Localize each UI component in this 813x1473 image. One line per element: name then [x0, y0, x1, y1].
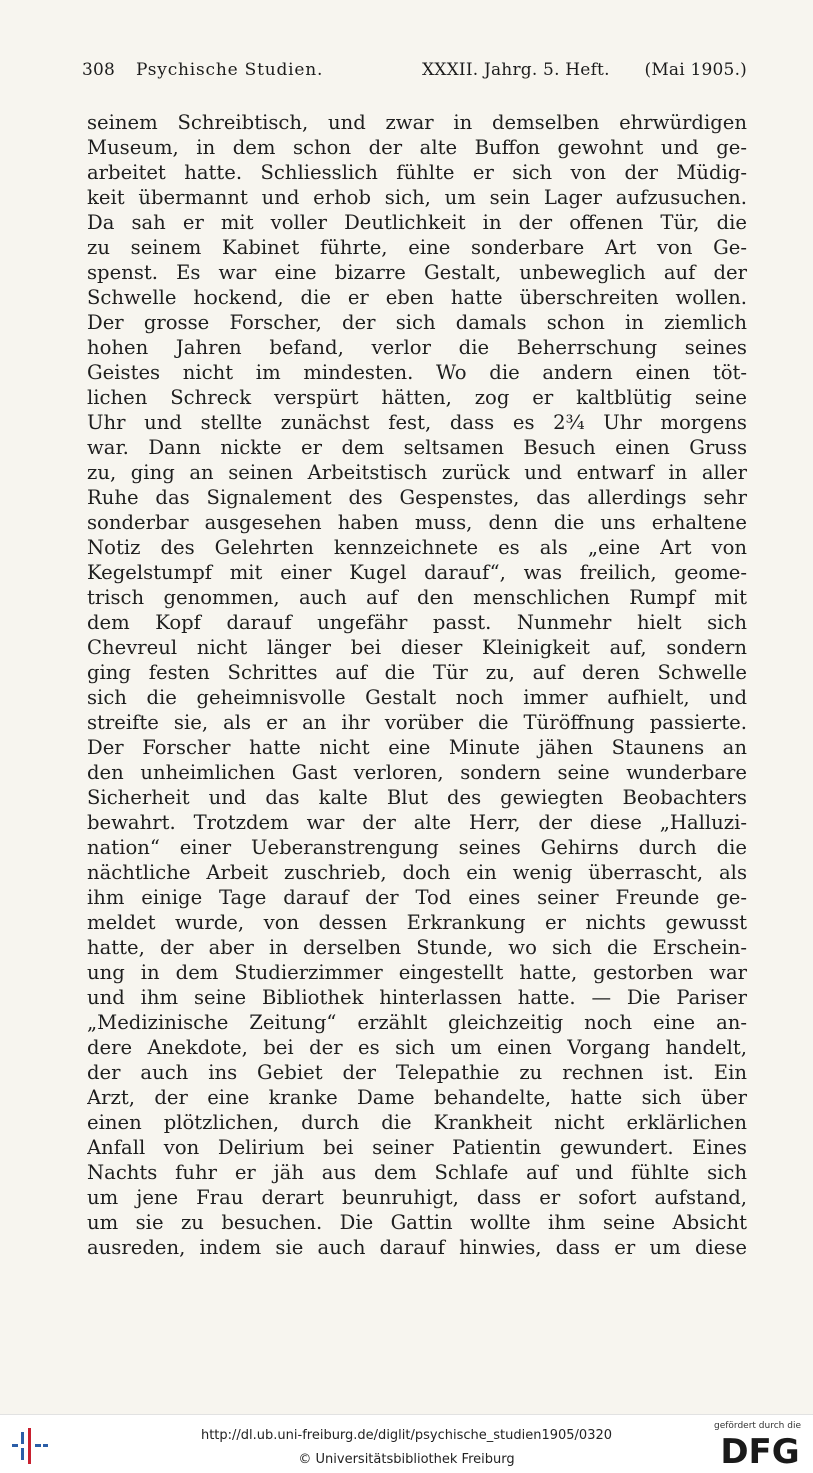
copyright-notice: © Universitätsbibliothek Freiburg	[298, 1452, 515, 1467]
text-line: trisch genommen, auch auf den menschlichen Rumpf mit	[87, 586, 747, 609]
text-line: hatte, der aber in derselben Stunde, wo sich die Erschein-	[87, 936, 747, 959]
text-line: ung in dem Studierzimmer eingestellt hatte, gestorben war	[87, 961, 747, 984]
text-line: Museum, in dem schon der alte Buffon gewohnt und ge-	[87, 136, 747, 159]
text-line: einen plötzlichen, durch die Krankheit nicht erklärlichen	[87, 1111, 747, 1134]
document-url[interactable]: http://dl.ub.uni-freiburg.de/diglit/psychische_studien1905/0320	[200, 1428, 613, 1443]
page-number: 308	[82, 60, 116, 80]
text-line: spenst. Es war eine bizarre Gestalt, unbeweglich auf der	[87, 261, 747, 284]
text-line: Uhr und stellte zunächst fest, dass es 2¾ Uhr morgens	[87, 411, 747, 434]
text-line: nation“ einer Ueberanstrengung seines Gehirns durch die	[87, 836, 747, 859]
text-line: ausreden, indem sie auch darauf hinwies, dass er um diese	[87, 1236, 747, 1259]
text-line: Der grosse Forscher, der sich damals schon in ziemlich	[87, 311, 747, 334]
text-line: Kegelstumpf mit einer Kugel darauf“, was freilich, geome-	[87, 561, 747, 584]
text-line: Sicherheit und das kalte Blut des gewiegten Beobachters	[87, 786, 747, 809]
text-line: bewahrt. Trotzdem war der alte Herr, der diese „Halluzi-	[87, 811, 747, 834]
text-line: Ruhe das Signalement des Gespenstes, das allerdings sehr	[87, 486, 747, 509]
svg-text:DFG: DFG	[720, 1433, 800, 1467]
text-line: lichen Schreck verspürt hätten, zog er kaltblütig seine	[87, 386, 747, 409]
running-header	[82, 60, 747, 90]
text-line: war. Dann nickte er dem seltsamen Besuch einen Gruss	[87, 436, 747, 459]
text-line: Schwelle hockend, die er eben hatte überschreiten wollen.	[87, 286, 747, 309]
dfg-caption: gefördert durch die	[714, 1421, 801, 1431]
text-line: streifte sie, als er an ihr vorüber die Türöffnung passierte.	[87, 711, 747, 734]
text-line: meldet wurde, von dessen Erkrankung er nichts gewusst	[87, 911, 747, 934]
text-line: Anfall von Delirium bei seiner Patientin gewundert. Eines	[87, 1136, 747, 1159]
text-line: „Medizinische Zeitung“ erzählt gleichzeitig noch eine an-	[87, 1011, 747, 1034]
text-line: und ihm seine Bibliothek hinterlassen hatte. — Die Pariser	[87, 986, 747, 1009]
text-line: Nachts fuhr er jäh aus dem Schlafe auf und fühlte sich	[87, 1161, 747, 1184]
text-line: nächtliche Arbeit zuschrieb, doch ein wenig überrascht, als	[87, 861, 747, 884]
text-line: arbeitet hatte. Schliesslich fühlte er sich von der Müdig-	[87, 161, 747, 184]
text-line: seinem Schreibtisch, und zwar in demselben ehrwürdigen	[87, 111, 747, 134]
text-line: ging festen Schrittes auf die Tür zu, auf deren Schwelle	[87, 661, 747, 684]
text-line: um jene Frau derart beunruhigt, dass er sofort aufstand,	[87, 1186, 747, 1209]
text-line: hohen Jahren befand, verlor die Beherrschung seines	[87, 336, 747, 359]
text-line: sich die geheimnisvolle Gestalt noch immer aufhielt, und	[87, 686, 747, 709]
text-line: Da sah er mit voller Deutlichkeit in der offenen Tür, die	[87, 211, 747, 234]
text-line: dem Kopf darauf ungefähr passt. Nunmehr hielt sich	[87, 611, 747, 634]
journal-title: Psychische Studien.	[136, 60, 324, 80]
text-line: den unheimlichen Gast verloren, sondern seine wunderbare	[87, 761, 747, 784]
text-line: Arzt, der eine kranke Dame behandelte, hatte sich über	[87, 1086, 747, 1109]
body-text	[87, 110, 747, 1260]
issue-info: XXXII. Jahrg. 5. Heft.	[422, 60, 610, 80]
text-line: zu, ging an seinen Arbeitstisch zurück und entwarf in aller	[87, 461, 747, 484]
viewer-footer	[0, 1414, 813, 1473]
text-line: zu seinem Kabinet führte, eine sonderbare Art von Ge-	[87, 236, 747, 259]
text-line: Der Forscher hatte nicht eine Minute jähen Staunens an	[87, 736, 747, 759]
text-line: dere Anekdote, bei der es sich um einen Vorgang handelt,	[87, 1036, 747, 1059]
text-line: um sie zu besuchen. Die Gattin wollte ihm seine Absicht	[87, 1211, 747, 1234]
dfg-logo-icon	[717, 1433, 803, 1467]
text-line: sonderbar ausgesehen haben muss, denn die uns erhaltene	[87, 511, 747, 534]
text-line: Geistes nicht im mindesten. Wo die andern einen töt-	[87, 361, 747, 384]
text-line: Chevreul nicht länger bei dieser Kleinigkeit auf, sondern	[87, 636, 747, 659]
text-line: ihm einige Tage darauf der Tod eines seiner Freunde ge-	[87, 886, 747, 909]
issue-date: (Mai 1905.)	[644, 60, 747, 80]
text-line: der auch ins Gebiet der Telepathie zu rechnen ist. Ein	[87, 1061, 747, 1084]
text-line: keit übermannt und erhob sich, um sein Lager aufzusuchen.	[87, 186, 747, 209]
text-line: Notiz des Gelehrten kennzeichnete es als „eine Art von	[87, 536, 747, 559]
